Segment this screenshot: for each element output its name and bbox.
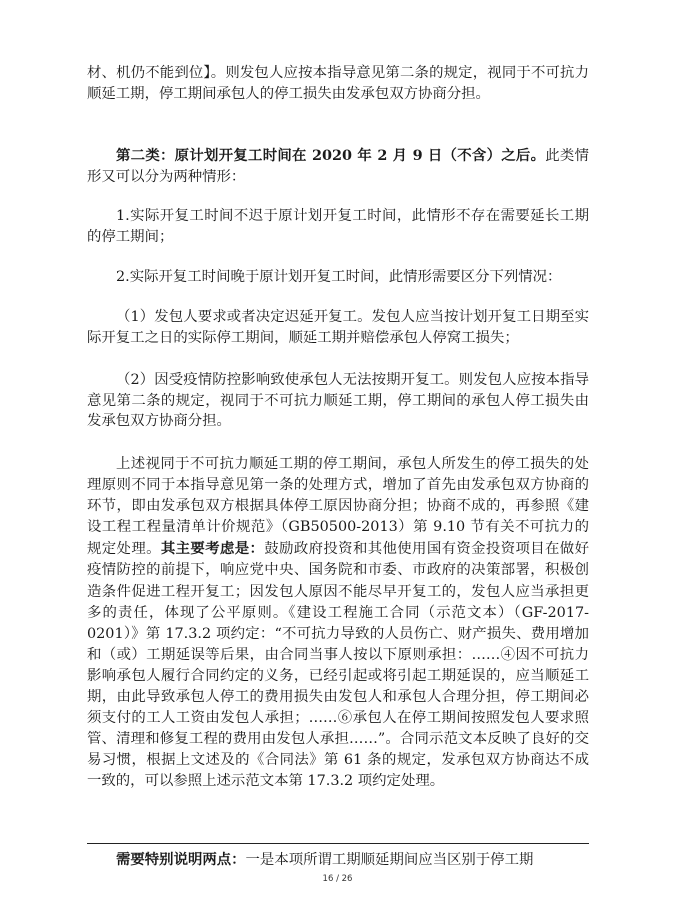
special-notes-label: 需要特别说明两点： [116, 851, 246, 868]
explanation-text-b: 鼓励政府投资和其他使用国有资金投资项目在做好疫情防控的前提下，响应党中央、国务院和市委、市政府的决策部署，积极创造条件促进工程开复工；因发包人原因不能尽早开复工的，发包人应当承担更多的责任，体现了公平原则。《建设工程施工合同（示范文本）（GF-2017-0201）》第 17.3.2 项约定：“不可抗力导致的人员伤亡、财产损失、费用增加和（或）工期延误等后果，由合同当事人按以下原则承担：……④因不可抗力影响承包人履行合同约定的义务，已经引起或将引起工期延误的，应当顺延工期，由此导致承包人停工的费用损失由发包人和承包人合理分担，停工期间必须支付的工人工资由发包人承担；……⑥承包人在停工期间按照发包人要求照管、清理和修复工程的费用由发包人承担……”。合同示范文本反映了良好的交易习惯，根据上文述及的《合同法》第 61 条的规定，发承包双方协商达不成一致的，可以参照上述示范文本第 17.3.2 项约定处理。 [87, 541, 589, 790]
explanation-bold-label: 其主要考虑是： [160, 540, 265, 558]
paragraph-text: 2.实际开复工时间晚于原计划开复工时间，此情形需要区分下列情况： [116, 269, 562, 285]
paragraph-special-notes [87, 850, 589, 871]
paragraph-case-one [87, 206, 589, 247]
paragraph-explanation [87, 454, 589, 793]
paragraph-category-two [87, 146, 589, 187]
category-two-text: 此类情形又可以分为两种情形： [87, 148, 589, 185]
paragraph-text: 1.实际开复工时间不迟于原计划开复工时间，此情形不存在需要延长工期的停工期间； [87, 208, 589, 245]
section-divider [87, 843, 589, 844]
paragraph-subcase-one [87, 307, 589, 348]
page-number: 16 / 26 [322, 874, 353, 884]
paragraph-continuation [87, 63, 589, 104]
paragraph-text: （1）发包人要求或者决定迟延开复工。发包人应当按计划开复工日期至实际开复工之日的实际停工期间，顺延工期并赔偿承包人停窝工损失； [87, 309, 589, 346]
paragraph-text: 材、机仍不能到位】。则发包人应按本指导意见第二条的规定，视同于不可抗力顺延工期，停工期间承包人的停工损失由发承包双方协商分担。 [87, 65, 589, 102]
explanation-text-a: 上述视同于不可抗力顺延工期的停工期间，承包人所发生的停工损失的处理原则不同于本指导意见第一条的处理方式，增加了首先由发承包双方协商的环节，即由发承包双方根据具体停工原因协商分担；协商不成的，再参照《建设工程工程量清单计价规范》（GB50500-2013）第 9.10 节有关不可抗力的规定处理。 [87, 456, 589, 558]
paragraph-text: （2）因受疫情防控影响致使承包人无法按期开复工。则发包人应按本指导意见第二条的规定，视同于不可抗力顺延工期，停工期间的承包人停工损失由发承包双方协商分担。 [87, 372, 589, 429]
category-two-heading: 第二类：原计划开复工时间在 2020 年 2 月 9 日（不含）之后。 [116, 147, 546, 164]
paragraph-case-two [87, 267, 589, 288]
paragraph-subcase-two [87, 370, 589, 432]
special-notes-text: 一是本项所谓工期顺延期间应当区别于停工期 [245, 852, 534, 868]
